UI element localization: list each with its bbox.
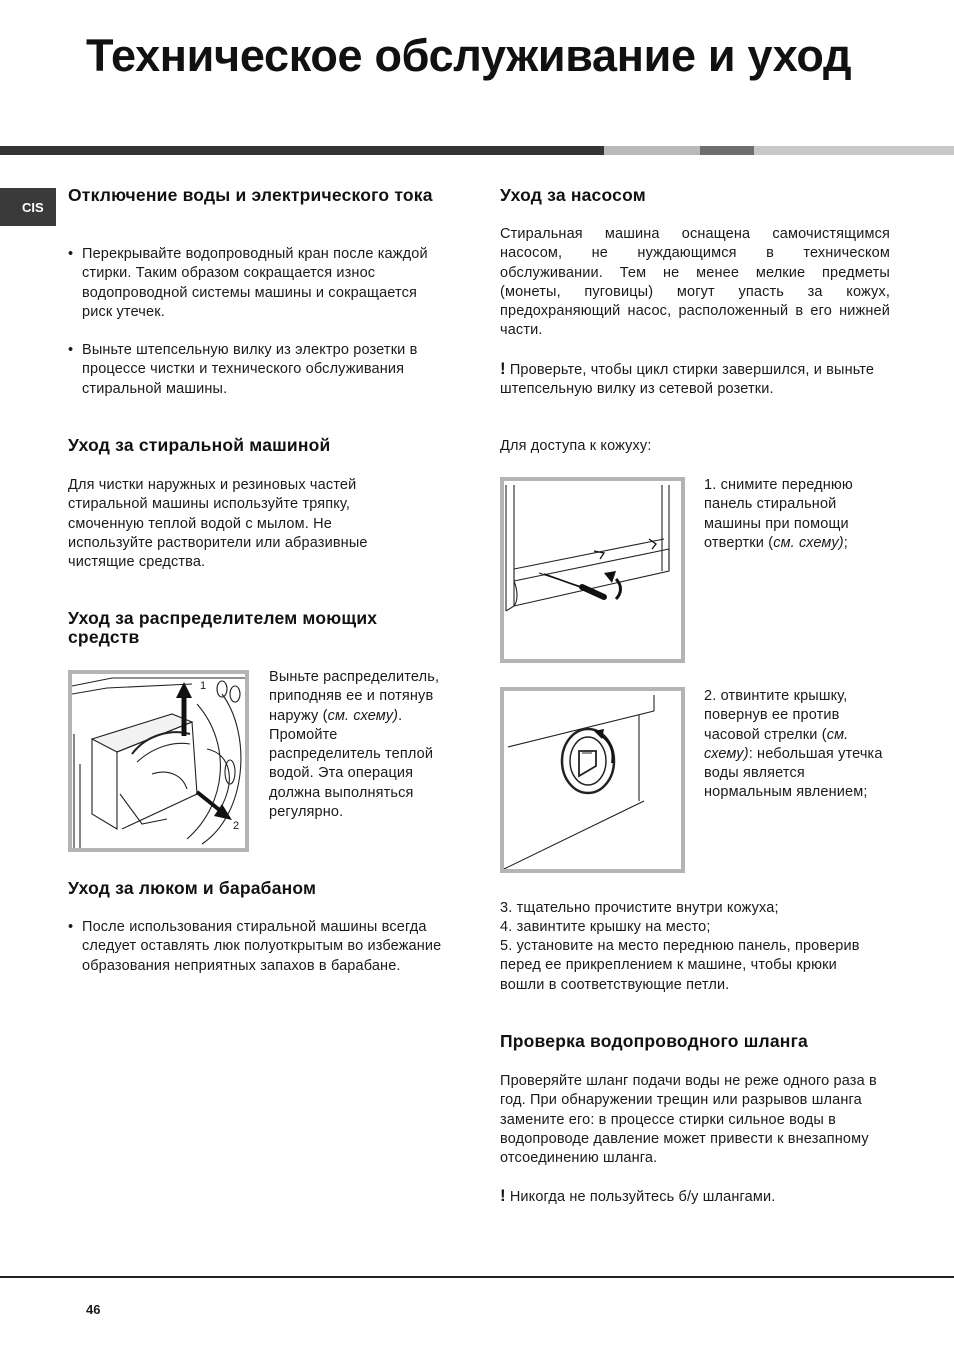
header-bar-dark: [0, 146, 604, 155]
hose-text: Проверяйте шланг подачи воды не реже одного раза в год. При обнаружении трещин или разрывов шланга замените его: в процессе стирки сильное воды в водопроводе давление может привести к внезапному отсоединению шланга.: [500, 1073, 877, 1167]
page-number: 46: [86, 1302, 101, 1317]
section-heading-dispenser: Уход за распределителем моющих средств: [68, 608, 378, 647]
step2-main: 2. отвинтите крышку, повернув ее против часовой стрелки (: [704, 688, 848, 743]
footer-rule: [0, 1276, 954, 1278]
header-bar-light-end: [754, 146, 954, 155]
front-panel-illustration: [504, 481, 681, 659]
step1-text: [704, 476, 894, 553]
section-heading-machine-care: Уход за стиральной машиной: [68, 435, 331, 455]
step2-ref: см. схему): [704, 726, 849, 762]
step1-end: ;: [843, 534, 848, 551]
step2-rest: : небольшая утечка воды является нормальным явлением;: [704, 745, 883, 801]
section-heading-water-power: Отключение воды и электрического тока: [68, 185, 433, 205]
dispenser-text-main: Выньте распределитель, приподняв ее и потянув наружу (: [269, 669, 440, 724]
step1-ref: см. схему): [773, 534, 844, 551]
warning-icon: !: [500, 1186, 506, 1205]
section-heading-door-drum: Уход за люком и барабаном: [68, 878, 317, 898]
header-bar-light: [604, 146, 700, 155]
section-heading-hose: Проверка водопроводного шланга: [500, 1031, 808, 1051]
machine-care-text: Для чистки наружных и резиновых частей стиральной машины используйте тряпку, смоченную теплой водой с мылом. Не используйте растворители или абразивные чистящие средства.: [68, 477, 368, 571]
pump-cover-figure: [500, 687, 685, 873]
figure-label-1: 1: [200, 680, 207, 692]
step3-text: 3. тщательно прочистите внутри кожуха;: [500, 900, 779, 916]
step4-text: 4. завинтите крышку на место;: [500, 919, 711, 935]
dispenser-text-rest: . Промойте распределитель теплой водой. Эта операция должна выполняться регулярно.: [269, 707, 434, 821]
dispenser-text-ref: см. схему): [327, 707, 399, 724]
pump-cover-illustration: [504, 691, 681, 869]
bullet-close-tap: • Перекрывайте водопроводный кран после каждой стирки. Таким образом сокращается износ водопроводной системы машины и сокращается риск утечек.: [68, 245, 448, 322]
access-text: Для доступа к кожуху:: [500, 438, 652, 454]
header-bar-mid: [700, 146, 754, 155]
hose-warning: [500, 1186, 900, 1207]
dispenser-figure: [68, 670, 249, 852]
figure-label-2: 2: [233, 820, 240, 832]
warning-icon: !: [500, 359, 506, 378]
pump-text: Стиральная машина оснащена самочистящимся насосом, не нуждающимся в техническом обслуживании. Тем не менее мелкие предметы (монеты, пуговицы) могут упасть за кожух, предохраняющий насос, расположенный в его нижней части.: [500, 226, 890, 339]
language-tag: CIS: [0, 188, 56, 226]
dispenser-text: [269, 668, 447, 822]
pump-warning-text: Проверьте, чтобы цикл стирки завершился, и выньте штепсельную вилку из сетевой розетки.: [500, 362, 875, 398]
pump-warning: [500, 359, 890, 400]
step2-text: [704, 687, 894, 803]
page-title: Техническое обслуживание и уход: [86, 30, 852, 81]
front-panel-figure: [500, 477, 685, 663]
bullet-door-ajar: • После использования стиральной машины всегда следует оставлять люк полуоткрытым во избежание образования неприятных запахов в барабане.: [68, 918, 448, 976]
section-heading-pump: Уход за насосом: [500, 185, 646, 205]
step5-text: 5. установите на место переднюю панель, проверив перед ее прикреплением к машине, чтобы крюки вошли в соответствующие петли.: [500, 938, 860, 993]
dispenser-illustration: [72, 674, 245, 848]
hose-warning-text: Никогда не пользуйтесь б/у шлангами.: [509, 1189, 776, 1205]
bullet-unplug: • Выньте штепсельную вилку из электро розетки в процессе чистки и технического обслуживания стиральной машины.: [68, 341, 448, 399]
step1-main: 1. снимите переднюю панель стиральной машины при помощи отвертки (: [704, 477, 853, 551]
